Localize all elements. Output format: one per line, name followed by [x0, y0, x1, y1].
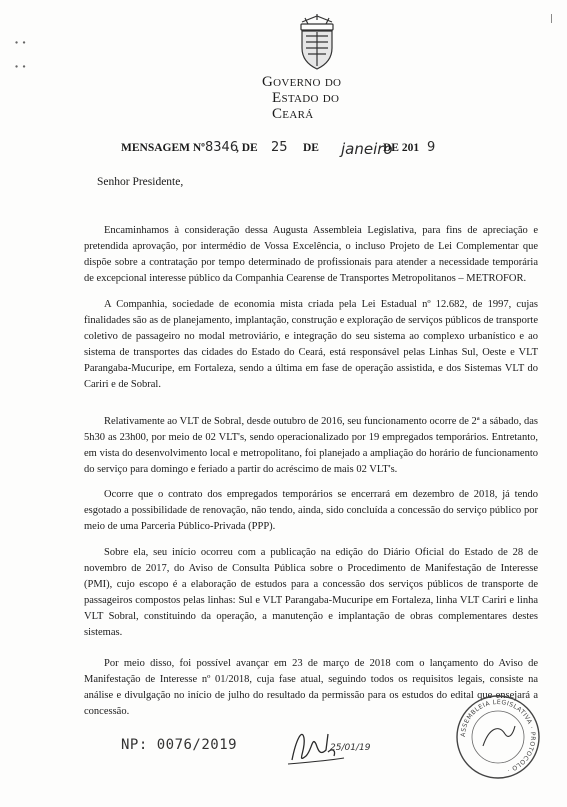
corner-mark: |: [550, 14, 554, 24]
message-year-prefix: DE 201: [383, 142, 420, 154]
header-line-2: Estado do Ceará: [272, 90, 340, 122]
header-line-1: Governo do: [262, 74, 342, 90]
paragraph-text: Encaminhamos à consideração dessa Augusta Assembleia Legislativa, para fins de apreciação e pretendida aprovação, por intermédio de Vossa Excelência, o incluso Projeto de Lei Complementar que dispõe sobre a contratação por tempo determinado de profissionais para atender a necessidade temporária de excepcional interesse público da Companhia Cearense de Transportes Metropolitanos – METROFOR.: [84, 225, 538, 284]
svg-text:ASSEMBLEIA LEGISLATIVA · PROTO: [460, 699, 536, 774]
government-header: [262, 74, 384, 122]
paragraph-text: A Companhia, sociedade de economia mista criada pela Lei Estadual nº 12.682, de 1997, cujas finalidades são as de planejamento, implantação, construção e exploração de serviços públicos de transporte coletivo de passageiro no modal metroviário, e integração do seu sistema ao complexo urbanístico e ao sistema de transportes das cidades do Estado do Ceará, está responsável pelas Linhas Sul, Oeste e VLT Parangaba-Mucuripe, em Fortaleza, sendo a última em fase de operação assistida, e dos Sistemas VLT do Cariri e de Sobral.: [84, 299, 538, 390]
paragraph-3: [84, 414, 538, 478]
paragraph-1: [84, 223, 538, 287]
stamp-text: ASSEMBLEIA LEGISLATIVA · PROTOCOLO ·: [459, 698, 537, 774]
paragraph-text: Ocorre que o contrato dos empregados temporários se encerrará em dezembro de 2018, já tendo esgotado a possibilidade de renovação, não tendo, ainda, sido concluída a concessão do serviço público por meio de uma Parceria Público-Privada (PPP).: [84, 489, 538, 532]
margin-mark: ∙ ∙: [14, 62, 27, 71]
message-day: 25: [271, 140, 288, 155]
message-number: 8346: [205, 140, 239, 155]
paragraph-text: Por meio disso, foi possível avançar em 23 de março de 2018 com o lançamento do Aviso de Manifestação de Interesse nº 01/2018, cuja fase atual, seguindo todos os requisitos legais, consiste na análise e divulgação no início de julho do resultado da permissão para os estudos do edital que ensejará a concessão.: [84, 658, 538, 717]
margin-mark: ∙ ∙: [14, 38, 27, 47]
message-year-suffix: 9: [427, 140, 436, 155]
state-coat-of-arms-icon: [294, 14, 340, 72]
paragraph-2: [84, 297, 538, 393]
message-label: MENSAGEM Nº: [121, 142, 205, 154]
salutation: Senhor Presidente,: [97, 176, 184, 188]
message-de-1: , DE: [236, 142, 258, 154]
message-de-2: DE: [303, 142, 319, 154]
paragraph-5: [84, 545, 538, 641]
message-month: janeiro: [341, 140, 393, 158]
paragraph-text: Sobre ela, seu início ocorreu com a publicação na edição do Diário Oficial do Estado de 28 de novembro de 2017, do Aviso de Consulta Pública sobre o Procedimento de Manifestação de Interesse (PMI), cujo escopo é a elaboração de estudos para a concessão dos serviços públicos de transporte de passageiros compostos pelas linhas: Sul e VLT Parangaba-Mucuripe em Fortaleza, linha VLT Cariri e linha VLT Sobral, constituindo da operação, a manutenção e implantação de obras complementares destes sistemas.: [84, 547, 538, 638]
message-heading: [121, 140, 541, 166]
paragraph-text: Relativamente ao VLT de Sobral, desde outubro de 2016, seu funcionamento ocorre de 2ª a sábado, das 5h30 as 23h00, por meio de 02 VLT's, sendo operacionalizado por 19 empregados temporários. Entretanto, em vista do desenvolvimento local e metropolitano, foi planejado a ampliação do horário de funcionamento do serviço para domingo e feriado a partir do acréscimo de mais 02 VLT's.: [84, 416, 538, 475]
paragraph-4: [84, 487, 538, 535]
handwritten-signature: [282, 720, 382, 770]
signature-date: 25/01/19: [330, 743, 371, 753]
protocol-stamp: [455, 694, 541, 780]
protocol-number: NP: 0076/2019: [121, 737, 238, 753]
